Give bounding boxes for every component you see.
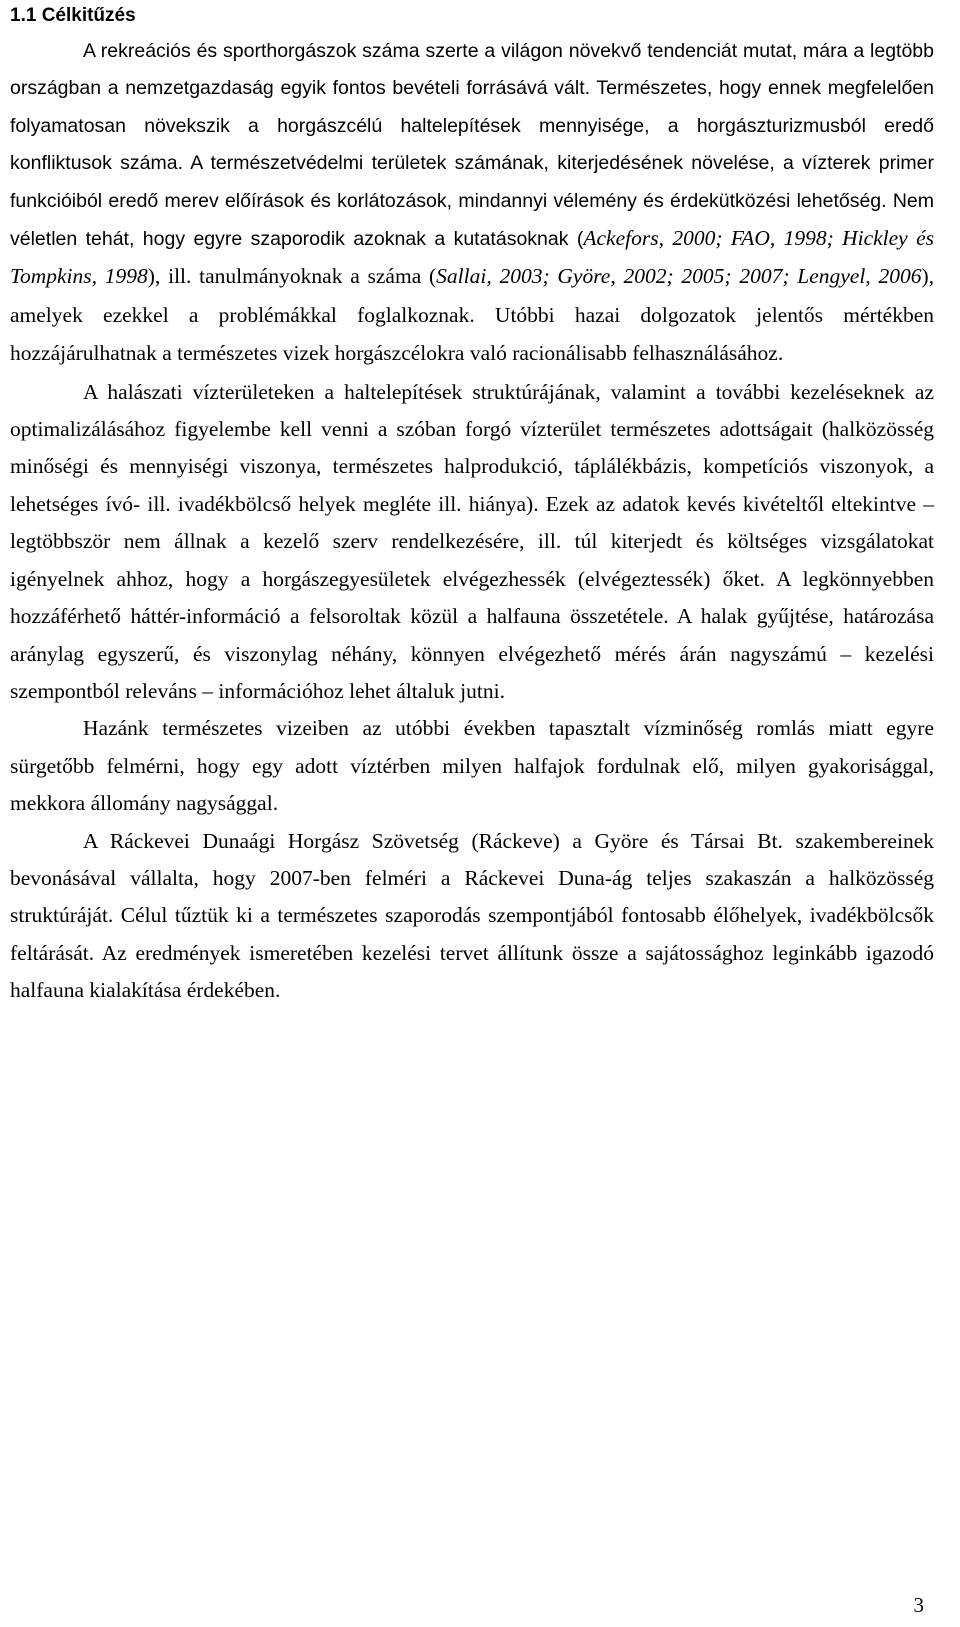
page-number: 3 [913,1593,924,1617]
paragraph-intro-text-2: ), ill. tanulmányoknak a száma ( [147,264,437,289]
citation-1: Ackefors, 2000; FAO, 1998; Hickley és Tompkins, 1998 [10,226,934,289]
paragraph-intro [10,33,934,374]
citation-2: Sallai, 2003; Györe, 2002; 2005; 2007; Lengyel, 2006 [436,264,922,289]
paragraph-intro-text-1: A rekreációs és sporthorgászok száma szerte a világon növekvő tendenciát mutat, mára a legtöbb országban a nemzetgazdaság egyik fontos bevételi forrásává vált. Természetes, hogy ennek megfelelően folyamatosan növekszik a horgászcélú haltelepítések mennyisége, a horgászturizmusból eredő konfliktusok száma. A természetvédelmi területek számának, kiterjedésének növelése, a vízterek primer funkcióiból eredő merev előírások és korlátozások, mindannyi vélemény és érdekütközési lehetőség. Nem véletlen tehát, hogy egyre szaporodik azoknak a kutatásoknak ( [10,40,934,251]
paragraph-intro-text-3: ), amelyek ezekkel a problémákkal foglalkoznak. Utóbbi hazai dolgozatok jelentős mértékben hozzájárulhatnak a természetes vizek horgászcélokra való racionálisabb felhasználásához. [10,264,934,366]
paragraph-fisheries: A halászati vízterületeken a haltelepítések struktúrájának, valamint a további kezeléseknek az optimalizálásához figyelembe kell venni a szóban forgó vízterület természetes adottságait (halközösség minőségi és mennyiségi viszonya, természetes halprodukció, táplálékbázis, kompetíciós viszonyok, a lehetséges ívó- ill. ivadékbölcső helyek megléte ill. hiánya). Ezek az adatok kevés kivételtől eltekintve –legtöbbször nem állnak a kezelő szerv rendelkezésére, ill. túl kiterjedt és költséges vizsgálatokat igényelnek ahhoz, hogy a horgászegyesületek elvégezhessék (elvégeztessék) őket. A legkönnyebben hozzáférhető háttér-információ a felsoroltak közül a halfauna összetétele. A halak gyűjtése, határozása aránylag egyszerű, és viszonylag néhány, könnyen elvégezhető mérés árán nagyszámú – kezelési szempontból releváns – információhoz lehet általuk jutni. [10,379,934,703]
paragraph-survey: A Ráckevei Dunaági Horgász Szövetség (Ráckeve) a Györe és Társai Bt. szakembereinek bevonásával vállalta, hogy 2007-ben felméri a Ráckevei Duna-ág teljes szakaszán a halközösség struktúráját. Célul tűztük ki a természetes szaporodás szempontjából fontosabb élőhelyek, ivadékbölcsők feltárását. Az eredmények ismeretében kezelési tervet állítunk össze a sajátossághoz leginkább igazodó halfauna kialakítása érdekében. [10,828,934,1003]
section-heading: 1.1 Célkitűzés [10,5,136,26]
paragraph-water-quality: Hazánk természetes vizeiben az utóbbi években tapasztalt vízminőség romlás miatt egyre sürgetőbb felmérni, hogy egy adott víztérben milyen halfajok fordulnak elő, milyen gyakorisággal, mekkora állomány nagysággal. [10,716,934,816]
